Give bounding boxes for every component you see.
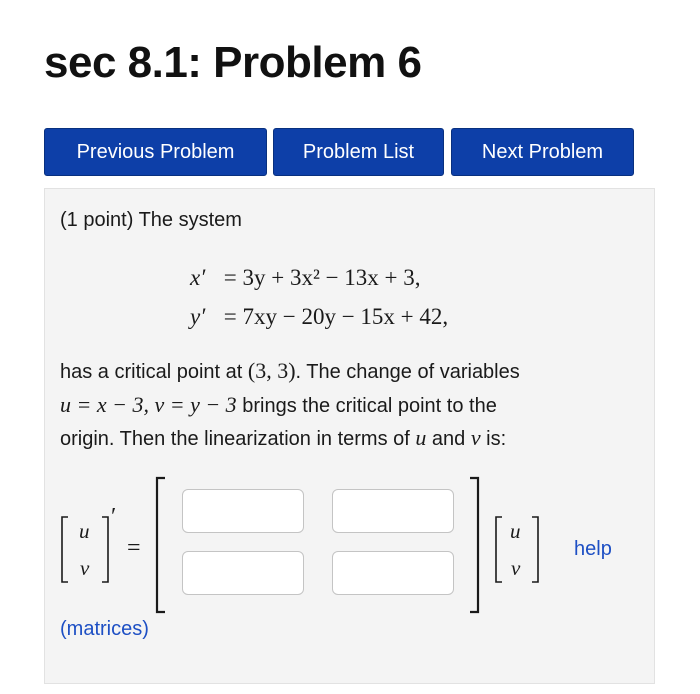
help-link[interactable]: help [574,538,612,560]
previous-problem-button[interactable]: Previous Problem [44,128,267,176]
para1-text-a: has a critical point at [60,361,248,383]
derivative-prime: ′ [111,504,117,530]
next-problem-button[interactable]: Next Problem [451,128,634,176]
matrix-left-bracket [157,478,165,612]
lhs-left-bracket [62,517,68,582]
lhs-vector-v: v [80,556,90,580]
equation-2-lhs: y′ [190,304,206,329]
rhs-vector-v: v [511,556,521,580]
problem-list-button[interactable]: Problem List [273,128,444,176]
var-u: u [415,425,427,450]
matrix-entry-2-1[interactable] [182,551,304,595]
matrix-entry-2-2[interactable] [332,551,454,595]
rhs-right-bracket [532,517,538,582]
para1-text-b: . The change of variables [295,361,520,383]
problem-intro: (1 point) The system [60,209,242,231]
para3-text-b: is: [480,428,507,450]
matrix-entry-1-1[interactable] [182,489,304,533]
matrix-right-bracket [470,478,478,612]
substitution-math: u = x − 3, v = y − 3 [60,392,237,417]
equation-2-rhs: = 7xy − 20y − 15x + 42, [223,304,449,329]
para3-text-a: origin. Then the linearization in terms of [60,428,416,450]
rhs-left-bracket [496,517,502,582]
equation-1-rhs: = 3y + 3x² − 13x + 3, [223,265,421,290]
lhs-vector-u: u [79,519,90,543]
equation-1-lhs: x′ [190,265,206,290]
equals-sign: = [127,535,141,561]
rhs-vector-u: u [510,519,521,543]
page-title: sec 8.1: Problem 6 [44,38,422,87]
matrix-entry-1-2[interactable] [332,489,454,533]
critical-point-value: (3, 3) [247,358,296,383]
para2-text: brings the critical point to the [236,395,497,417]
matrices-help-link[interactable]: (matrices) [60,618,149,640]
var-v: v [470,425,481,450]
para3-and: and [426,428,471,450]
lhs-right-bracket [102,517,108,582]
